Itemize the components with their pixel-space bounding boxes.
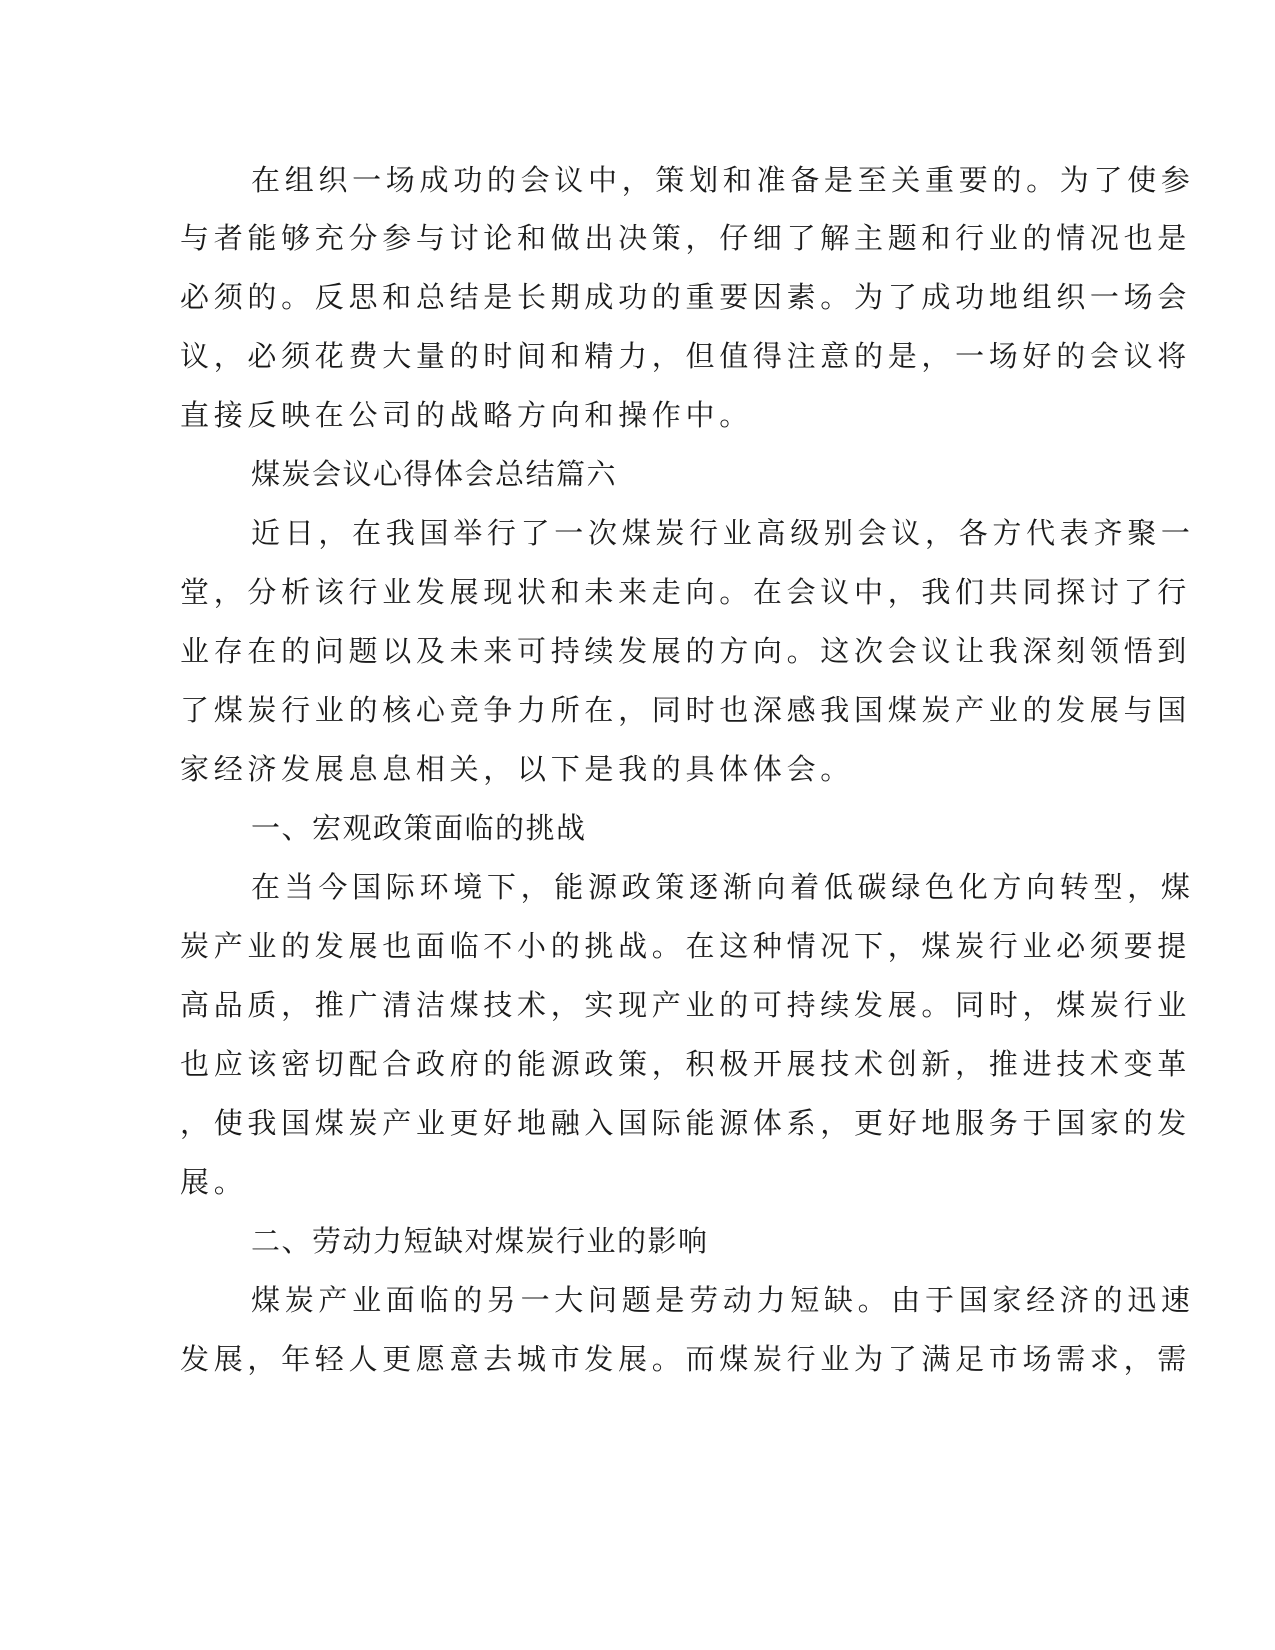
heading-labor-shortage: 二、劳动力短缺对煤炭行业的影响 [251,1224,709,1258]
paragraph-1-line-5: 直接反映在公司的战略方向和操作中。 [180,398,753,432]
paragraph-2-line-5: 家经济发展息息相关，以下是我的具体体会。 [180,752,855,786]
paragraph-2-line-3: 业存在的问题以及未来可持续发展的方向。这次会议让我深刻领悟到 [180,634,1192,668]
paragraph-1-line-1: 在组织一场成功的会议中，策划和准备是至关重要的。为了使参 [251,163,1195,197]
heading-macro-policy: 一、宏观政策面临的挑战 [251,811,587,845]
paragraph-1-line-4: 议，必须花费大量的时间和精力，但值得注意的是，一场好的会议将 [180,339,1192,373]
paragraph-4-line-1: 煤炭产业面临的另一大问题是劳动力短缺。由于国家经济的迅速 [251,1283,1195,1317]
paragraph-2-line-1: 近日，在我国举行了一次煤炭行业高级别会议，各方代表齐聚一 [251,516,1195,550]
paragraph-1-line-3: 必须的。反思和总结是长期成功的重要因素。为了成功地组织一场会 [180,280,1192,314]
section-title: 煤炭会议心得体会总结篇六 [251,457,618,491]
paragraph-2-line-2: 堂，分析该行业发展现状和未来走向。在会议中，我们共同探讨了行 [180,575,1192,609]
paragraph-3-line-5: ，使我国煤炭产业更好地融入国际能源体系，更好地服务于国家的发 [180,1106,1192,1140]
paragraph-3-line-6: 展。 [180,1165,248,1199]
paragraph-3-line-3: 高品质，推广清洁煤技术，实现产业的可持续发展。同时，煤炭行业 [180,988,1192,1022]
paragraph-4-line-2: 发展，年轻人更愿意去城市发展。而煤炭行业为了满足市场需求，需 [180,1342,1192,1376]
paragraph-3-line-4: 也应该密切配合政府的能源政策，积极开展技术创新，推进技术变革 [180,1047,1192,1081]
paragraph-3-line-2: 炭产业的发展也面临不小的挑战。在这种情况下，煤炭行业必须要提 [180,929,1192,963]
paragraph-2-line-4: 了煤炭行业的核心竞争力所在，同时也深感我国煤炭产业的发展与国 [180,693,1192,727]
paragraph-3-line-1: 在当今国际环境下，能源政策逐渐向着低碳绿色化方向转型，煤 [251,870,1195,904]
paragraph-1-line-2: 与者能够充分参与讨论和做出决策，仔细了解主题和行业的情况也是 [180,221,1192,255]
